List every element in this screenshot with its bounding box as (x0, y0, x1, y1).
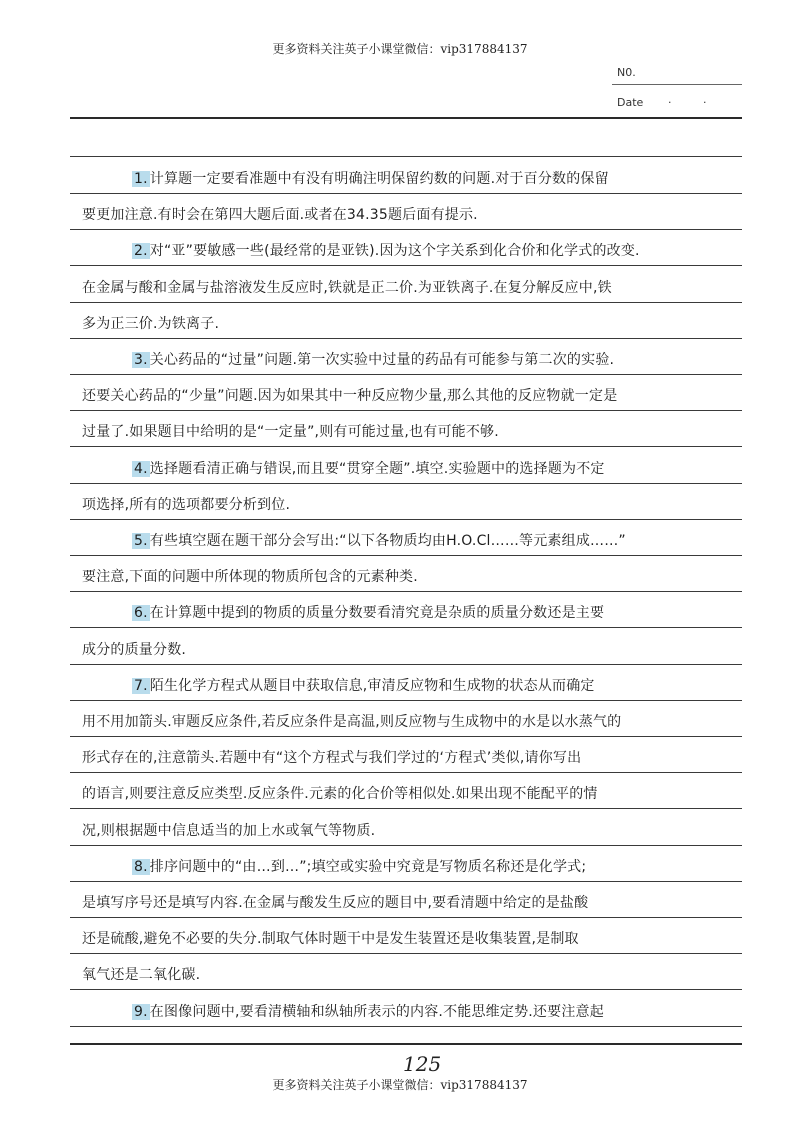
ruled-line (70, 808, 742, 809)
handwritten-line (82, 890, 742, 916)
item-number: 1. (134, 171, 148, 187)
ruled-line (70, 772, 742, 773)
handwritten-line (82, 745, 742, 771)
line-text: 还是硫酸,避免不必要的失分.制取气体时题干中是发生装置还是收集装置,是制取 (82, 931, 579, 947)
item-number: 8. (134, 859, 148, 875)
handwritten-line (82, 564, 742, 590)
handwritten-line (82, 528, 742, 554)
handwritten-line (82, 419, 742, 445)
handwritten-line (82, 781, 742, 807)
no-label: N0. (617, 66, 636, 79)
line-text: 要更加注意.有时会在第四大题后面.或者在34.35题后面有提示. (82, 207, 478, 223)
line-text: 要注意,下面的问题中所体现的物质所包含的元素种类. (82, 569, 418, 585)
handwritten-line (82, 600, 742, 626)
handwritten-line (82, 311, 742, 337)
ruled-line (70, 302, 742, 303)
page-number: 125 (403, 1052, 442, 1076)
line-text: 关心药品的“过量”问题.第一次实验中过量的药品有可能参与第二次的实验. (149, 352, 615, 368)
line-text: 还要关心药品的“少量”问题.因为如果其中一种反应物少量,那么其他的反应物就一定是 (82, 388, 618, 404)
ruled-line (70, 989, 742, 990)
line-text: 在图像问题中,要看清横轴和纵轴所表示的内容.不能思维定势.还要注意起 (149, 1004, 604, 1020)
line-text: 成分的质量分数. (82, 642, 187, 658)
ruled-line (70, 229, 742, 230)
ruled-line (70, 156, 742, 157)
ruled-line (70, 446, 742, 447)
handwritten-line (82, 238, 742, 264)
line-text: 过量了.如果题目中给明的是“一定量”,则有可能过量,也有可能不够. (82, 424, 499, 440)
ruled-line (70, 1026, 742, 1027)
line-text: 陌生化学方程式从题目中获取信息,审清反应物和生成物的状态从而确定 (149, 678, 595, 694)
footer-watermark-note: 更多资料关注英子小课堂微信：vip317884137 (272, 1078, 528, 1092)
ruled-line (70, 845, 742, 846)
ruled-line (70, 410, 742, 411)
handwritten-line (82, 854, 742, 880)
line-text: 氧气还是二氧化碳. (82, 967, 201, 983)
handwritten-line (82, 275, 742, 301)
ruled-line (70, 265, 742, 266)
line-text: 对“亚”要敏感一些(最经常的是亚铁).因为这个字关系到化合价和化学式的改变. (149, 243, 640, 259)
handwritten-line (82, 492, 742, 518)
ruled-line (70, 664, 742, 665)
date-dot: · (703, 96, 707, 109)
handwritten-line (82, 637, 742, 663)
ruled-line (70, 700, 742, 701)
date-dot: · (668, 96, 672, 109)
line-text: 在计算题中提到的物质的质量分数要看清究竟是杂质的质量分数还是主要 (149, 605, 605, 621)
no-underline (612, 84, 742, 85)
ruled-line (70, 193, 742, 194)
handwritten-line (82, 456, 742, 482)
header-watermark-note: 更多资料关注英子小课堂微信：vip317884137 (272, 42, 528, 56)
line-text: 在金属与酸和金属与盐溶液发生反应时,铁就是正二价.为亚铁离子.在复分解反应中,铁 (82, 280, 612, 296)
handwritten-line (82, 709, 742, 735)
handwritten-line (82, 926, 742, 952)
date-label: Date (617, 96, 644, 109)
line-text: 排序问题中的“由…到…”;填空或实验中究竟是写物质名称还是化学式; (149, 859, 587, 875)
handwritten-line (82, 383, 742, 409)
item-number: 6. (134, 605, 148, 621)
ruled-line (70, 917, 742, 918)
handwritten-line (82, 818, 742, 844)
ruled-line (70, 591, 742, 592)
item-number: 4. (134, 461, 148, 477)
line-text: 计算题一定要看准题中有没有明确注明保留约数的问题.对于百分数的保留 (149, 171, 609, 187)
ruled-line (70, 736, 742, 737)
line-text: 多为正三价.为铁离子. (82, 316, 220, 332)
handwritten-line (82, 202, 742, 228)
line-text: 项选择,所有的选项都要分析到位. (82, 497, 291, 513)
ruled-line (70, 338, 742, 339)
item-number: 3. (134, 352, 148, 368)
ruled-line (70, 374, 742, 375)
top-rule (70, 117, 742, 119)
item-number: 2. (134, 243, 148, 259)
item-number: 5. (134, 533, 148, 549)
handwritten-line (82, 673, 742, 699)
ruled-line (70, 519, 742, 520)
ruled-line (70, 881, 742, 882)
line-text: 用不用加箭头.审题反应条件,若反应条件是高温,则反应物与生成物中的水是以水蒸气的 (82, 714, 622, 730)
item-number: 9. (134, 1004, 148, 1020)
ruled-line (70, 483, 742, 484)
line-text: 选择题看清正确与错误,而且要“贯穿全题”.填空.实验题中的选择题为不定 (149, 461, 605, 477)
ruled-line (70, 555, 742, 556)
line-text: 形式存在的,注意箭头.若题中有“这个方程式与我们学过的‘方程式’类似,请你写出 (82, 750, 582, 766)
handwritten-line (82, 347, 742, 373)
handwritten-line (82, 166, 742, 192)
bottom-rule (70, 1043, 742, 1045)
ruled-line (70, 627, 742, 628)
item-number: 7. (134, 678, 148, 694)
handwritten-line (82, 962, 742, 988)
line-text: 是填写序号还是填写内容.在金属与酸发生反应的题目中,要看清题中给定的是盐酸 (82, 895, 589, 911)
line-text: 况,则根据题中信息适当的加上水或氧气等物质. (82, 823, 376, 839)
handwritten-line (82, 999, 742, 1025)
line-text: 有些填空题在题干部分会写出:“以下各物质均由H.O.Cl……等元素组成……” (149, 533, 626, 549)
line-text: 的语言,则要注意反应类型.反应条件.元素的化合价等相似处.如果出现不能配平的情 (82, 786, 598, 802)
ruled-line (70, 953, 742, 954)
